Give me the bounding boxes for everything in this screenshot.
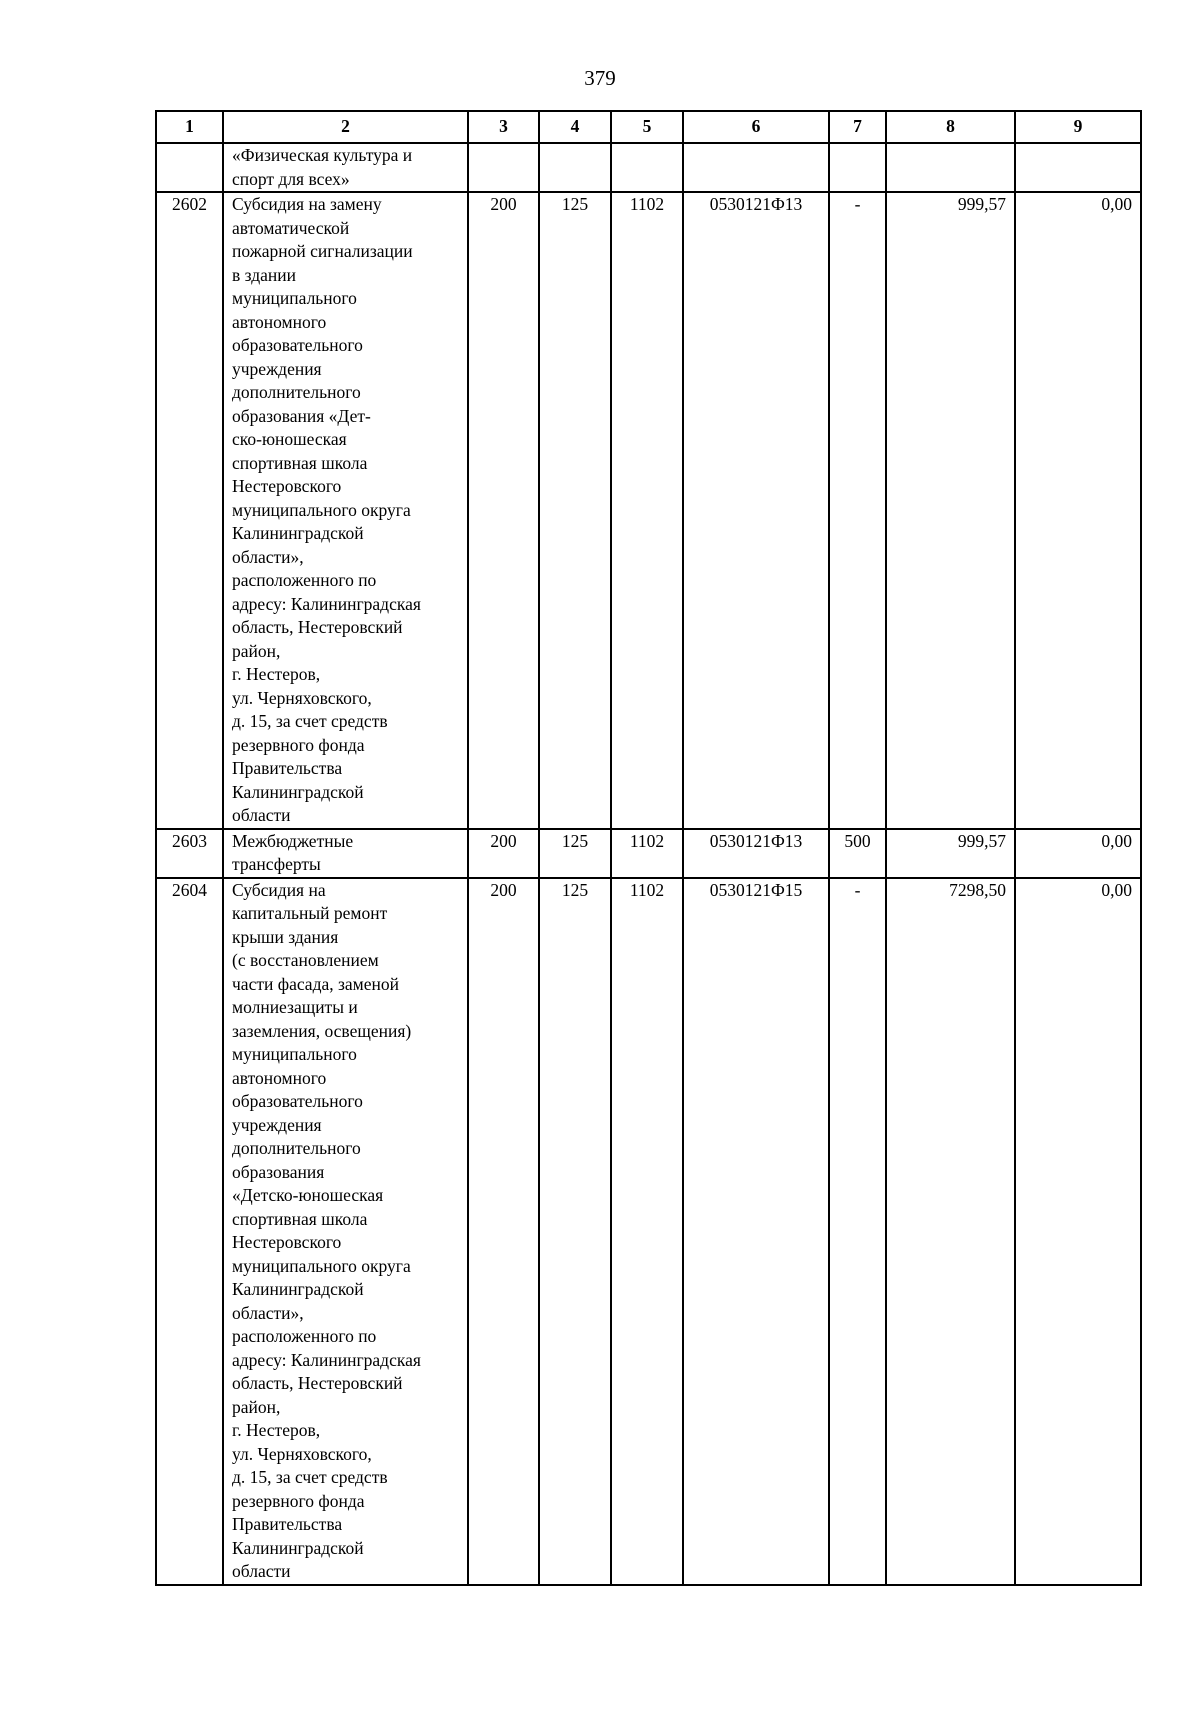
cell-col5	[611, 143, 683, 192]
column-header-8: 8	[886, 111, 1015, 143]
cell-col3	[468, 143, 539, 192]
cell-col7: 500	[829, 829, 886, 878]
cell-col9: 0,00	[1015, 878, 1141, 1585]
cell-col8: 7298,50	[886, 878, 1015, 1585]
budget-table	[155, 110, 1142, 1586]
column-header-5: 5	[611, 111, 683, 143]
row-name: Субсидия на замену автоматической пожарной сигнализации в здании муниципального автономного образовательного учреждения дополнительного образования «Дет- ско-юношеская спортивная школа Нестеровского муниципального округа Калининградской области», расположенного по адресу: Калининградская область, Нестеровский район, г. Нестеров, ул. Черняховского, д. 15, за счет средств резервного фонда Правительства Калининградской области	[223, 192, 468, 829]
column-header-4: 4	[539, 111, 611, 143]
cell-col3: 200	[468, 878, 539, 1585]
page-number: 379	[584, 66, 616, 90]
cell-col5: 1102	[611, 829, 683, 878]
row-number: 2602	[156, 192, 223, 829]
table-row	[156, 192, 1141, 829]
cell-col7	[829, 143, 886, 192]
row-name: Межбюджетные трансферты	[223, 829, 468, 878]
cell-col7: -	[829, 878, 886, 1585]
cell-col4	[539, 143, 611, 192]
cell-col9: 0,00	[1015, 829, 1141, 878]
table-row	[156, 829, 1141, 878]
cell-col9: 0,00	[1015, 192, 1141, 829]
column-header-2: 2	[223, 111, 468, 143]
cell-col6: 0530121Ф13	[683, 829, 829, 878]
cell-col9	[1015, 143, 1141, 192]
row-number: 2603	[156, 829, 223, 878]
row-number: 2604	[156, 878, 223, 1585]
cell-col8: 999,57	[886, 829, 1015, 878]
column-header-9: 9	[1015, 111, 1141, 143]
cell-col5: 1102	[611, 878, 683, 1585]
cell-col6	[683, 143, 829, 192]
cell-col4: 125	[539, 829, 611, 878]
cell-col8	[886, 143, 1015, 192]
table-row	[156, 143, 1141, 192]
header-row	[156, 111, 1141, 143]
cell-col6: 0530121Ф15	[683, 878, 829, 1585]
cell-col5: 1102	[611, 192, 683, 829]
column-header-7: 7	[829, 111, 886, 143]
cell-col8: 999,57	[886, 192, 1015, 829]
cell-col4: 125	[539, 878, 611, 1585]
column-header-1: 1	[156, 111, 223, 143]
cell-col3: 200	[468, 192, 539, 829]
row-number	[156, 143, 223, 192]
cell-col4: 125	[539, 192, 611, 829]
cell-col3: 200	[468, 829, 539, 878]
row-name: «Физическая культура и спорт для всех»	[223, 143, 468, 192]
column-header-3: 3	[468, 111, 539, 143]
table-row	[156, 878, 1141, 1585]
row-name: Субсидия на капитальный ремонт крыши здания (с восстановлением части фасада, заменой молниезащиты и заземления, освещения) муниципального автономного образовательного учреждения дополнительного образования «Детско-юношеская спортивная школа Нестеровского муниципального округа Калининградской области», расположенного по адресу: Калининградская область, Нестеровский район, г. Нестеров, ул. Черняховского, д. 15, за счет средств резервного фонда Правительства Калининградской области	[223, 878, 468, 1585]
column-header-6: 6	[683, 111, 829, 143]
cell-col7: -	[829, 192, 886, 829]
cell-col6: 0530121Ф13	[683, 192, 829, 829]
